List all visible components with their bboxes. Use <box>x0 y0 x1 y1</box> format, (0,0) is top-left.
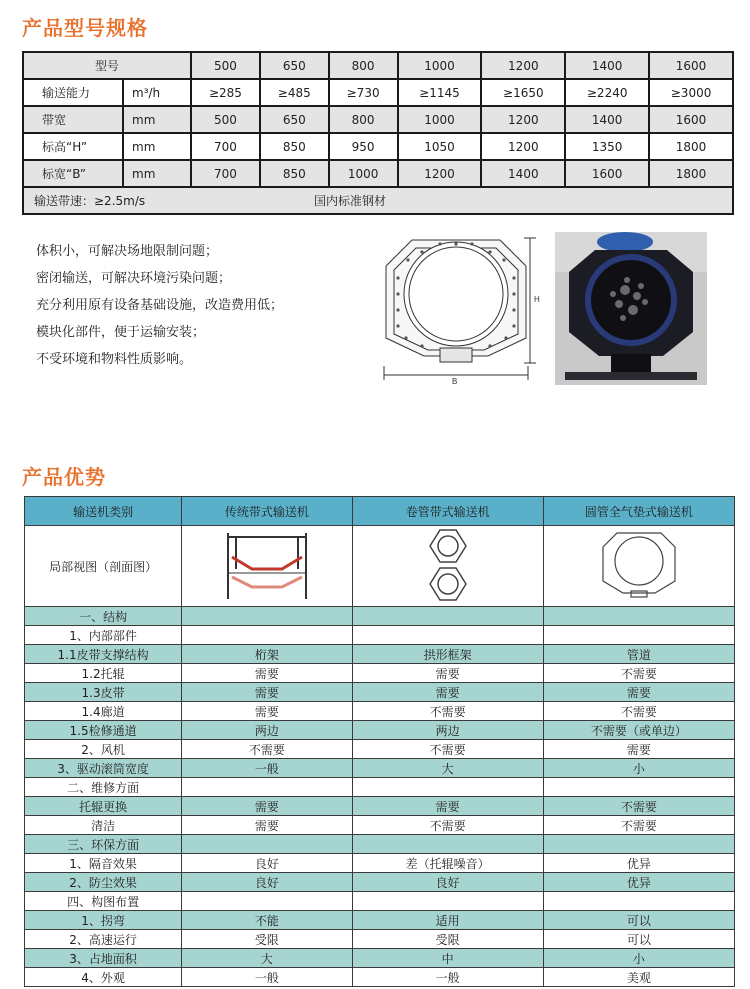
comparison-value: 良好 <box>352 873 543 892</box>
comparison-value: 不能 <box>182 911 352 930</box>
spec-label: 带宽 <box>23 106 123 133</box>
spec-value: ≥2240 <box>565 79 649 106</box>
comparison-value: 需要 <box>543 683 734 702</box>
spec-value: 700 <box>191 133 260 160</box>
spec-value: 1350 <box>565 133 649 160</box>
comparison-value: 不需要 <box>352 740 543 759</box>
comparison-item: 2、防尘效果 <box>25 873 182 892</box>
comparison-value <box>352 778 543 797</box>
spec-label: 型号 <box>23 52 191 79</box>
comparison-value: 大 <box>352 759 543 778</box>
comparison-value: 需要 <box>182 664 352 683</box>
comparison-value: 一般 <box>352 968 543 987</box>
comparison-value: 不需要 <box>352 816 543 835</box>
comparison-value: 受限 <box>182 930 352 949</box>
spec-label: 输送能力 <box>23 79 123 106</box>
spec-value: ≥3000 <box>649 79 733 106</box>
comparison-row <box>25 721 735 740</box>
spec-unit: mm <box>123 106 191 133</box>
spec-row <box>23 79 733 106</box>
section-title-specs: 产品型号规格 <box>22 16 148 40</box>
comparison-value: 需要 <box>182 683 352 702</box>
comparison-value: 桁架 <box>182 645 352 664</box>
comparison-value: 两边 <box>182 721 352 740</box>
comparison-row <box>25 740 735 759</box>
comparison-value: 优异 <box>543 854 734 873</box>
comparison-value <box>182 607 352 626</box>
spec-note-row <box>23 187 733 214</box>
spec-value: 1400 <box>565 52 649 79</box>
comparison-value: 需要 <box>352 797 543 816</box>
spec-unit: mm <box>123 133 191 160</box>
spec-value: 1200 <box>398 160 482 187</box>
feature-item: 体积小，可解决场地限制问题； <box>36 244 219 259</box>
comparison-value <box>352 835 543 854</box>
belt-speed-note: 输送带速：≥2.5m/s <box>34 194 146 208</box>
spec-table <box>22 51 734 215</box>
comparison-value: 可以 <box>543 911 734 930</box>
spec-row <box>23 52 733 79</box>
spec-label: 标高“H” <box>23 133 123 160</box>
spec-value: 500 <box>191 52 260 79</box>
comparison-value: 适用 <box>352 911 543 930</box>
spec-row <box>23 160 733 187</box>
section-view-cell <box>543 526 734 607</box>
comparison-item: 2、高速运行 <box>25 930 182 949</box>
comparison-value <box>352 607 543 626</box>
comparison-value: 不需要 <box>543 816 734 835</box>
spec-value: 1600 <box>649 106 733 133</box>
spec-row <box>23 106 733 133</box>
h-dimension-label: H <box>534 295 540 304</box>
spec-value: 800 <box>329 106 398 133</box>
feature-item: 模块化部件，便于运输安装； <box>36 325 206 340</box>
comparison-row <box>25 949 735 968</box>
spec-value: ≥485 <box>260 79 329 106</box>
comparison-value <box>182 626 352 645</box>
spec-value: 1400 <box>481 160 565 187</box>
spec-value: 1000 <box>398 52 482 79</box>
comparison-item: 1、内部部件 <box>25 626 182 645</box>
comparison-value: 管道 <box>543 645 734 664</box>
spec-value: 850 <box>260 160 329 187</box>
traditional-conveyor-diagram <box>222 529 312 601</box>
comparison-item: 四、构图布置 <box>25 892 182 911</box>
comparison-value <box>352 892 543 911</box>
comparison-value: 大 <box>182 949 352 968</box>
comparison-value: 不需要 <box>182 740 352 759</box>
material-note: 国内标准钢材 <box>314 194 387 208</box>
comparison-row <box>25 759 735 778</box>
comparison-item: 4、外观 <box>25 968 182 987</box>
comparison-item: 1.4廊道 <box>25 702 182 721</box>
comparison-value: 不需要 <box>543 664 734 683</box>
comparison-item: 1.2托辊 <box>25 664 182 683</box>
spec-label: 标宽“B” <box>23 160 123 187</box>
spec-value: 1000 <box>398 106 482 133</box>
spec-value: 500 <box>191 106 260 133</box>
section-view-cell <box>182 526 352 607</box>
comparison-value: 优异 <box>543 873 734 892</box>
comparison-row <box>25 664 735 683</box>
comparison-row <box>25 873 735 892</box>
comparison-value: 需要 <box>182 816 352 835</box>
cross-section-diagram <box>376 230 546 385</box>
spec-value: 700 <box>191 160 260 187</box>
comparison-value: 小 <box>543 759 734 778</box>
comparison-row <box>25 968 735 987</box>
comparison-item: 一、结构 <box>25 607 182 626</box>
spec-value: 1200 <box>481 133 565 160</box>
section-view-label: 局部视图（剖面图） <box>25 526 182 607</box>
comparison-row <box>25 835 735 854</box>
feature-item: 充分利用原有设备基础设施，改造费用低； <box>36 298 284 313</box>
comparison-value <box>182 778 352 797</box>
feature-item: 不受环境和物料性质影响。 <box>36 352 193 367</box>
comparison-value: 可以 <box>543 930 734 949</box>
spec-value: 1800 <box>649 133 733 160</box>
spec-row <box>23 133 733 160</box>
spec-value: 1050 <box>398 133 482 160</box>
spec-value: 1800 <box>649 160 733 187</box>
spec-value: 1000 <box>329 160 398 187</box>
comparison-value: 不需要 <box>543 797 734 816</box>
comparison-value <box>352 626 543 645</box>
section-view-cell <box>352 526 543 607</box>
comparison-row <box>25 797 735 816</box>
comparison-row <box>25 702 735 721</box>
pipe-conveyor-diagram <box>428 528 468 602</box>
comparison-item: 1、隔音效果 <box>25 854 182 873</box>
spec-value: 1200 <box>481 52 565 79</box>
comparison-row <box>25 854 735 873</box>
spec-value: 800 <box>329 52 398 79</box>
comparison-value: 美观 <box>543 968 734 987</box>
comparison-item: 3、占地面积 <box>25 949 182 968</box>
comparison-item: 1.5检修通道 <box>25 721 182 740</box>
comparison-value: 小 <box>543 949 734 968</box>
comparison-value: 良好 <box>182 854 352 873</box>
comparison-header-row <box>25 497 735 526</box>
spec-value: 650 <box>260 106 329 133</box>
comparison-header: 圆管全气垫式输送机 <box>543 497 734 526</box>
comparison-value: 不需要 <box>543 702 734 721</box>
comparison-row <box>25 816 735 835</box>
feature-list <box>36 238 366 373</box>
spec-value: ≥730 <box>329 79 398 106</box>
spec-value: 650 <box>260 52 329 79</box>
comparison-item: 1、拐弯 <box>25 911 182 930</box>
section-view-row <box>25 526 735 607</box>
spec-value: ≥1145 <box>398 79 482 106</box>
comparison-row <box>25 607 735 626</box>
comparison-row <box>25 892 735 911</box>
comparison-value <box>543 892 734 911</box>
spec-value: 850 <box>260 133 329 160</box>
comparison-value: 不需要（或单边） <box>543 721 734 740</box>
spec-value: 1200 <box>481 106 565 133</box>
b-dimension-label: B <box>452 377 458 385</box>
comparison-item: 3、驱动滚筒宽度 <box>25 759 182 778</box>
comparison-value: 差（托辊噪音） <box>352 854 543 873</box>
comparison-value: 中 <box>352 949 543 968</box>
comparison-value <box>543 626 734 645</box>
product-photo <box>555 232 707 385</box>
comparison-value <box>182 835 352 854</box>
spec-value: 1600 <box>565 160 649 187</box>
comparison-value: 两边 <box>352 721 543 740</box>
air-cushion-conveyor-diagram <box>599 529 679 601</box>
comparison-header: 输送机类别 <box>25 497 182 526</box>
comparison-value: 需要 <box>352 664 543 683</box>
comparison-value: 不需要 <box>352 702 543 721</box>
comparison-value: 需要 <box>182 797 352 816</box>
comparison-header: 卷管带式输送机 <box>352 497 543 526</box>
comparison-item: 1.3皮带 <box>25 683 182 702</box>
comparison-item: 三、环保方面 <box>25 835 182 854</box>
comparison-value <box>543 778 734 797</box>
feature-item: 密闭输送，可解决环境污染问题； <box>36 271 232 286</box>
comparison-value: 一般 <box>182 759 352 778</box>
comparison-row <box>25 911 735 930</box>
comparison-row <box>25 645 735 664</box>
comparison-header: 传统带式输送机 <box>182 497 352 526</box>
comparison-row <box>25 683 735 702</box>
spec-value: 950 <box>329 133 398 160</box>
comparison-row <box>25 930 735 949</box>
comparison-value: 受限 <box>352 930 543 949</box>
spec-value: ≥285 <box>191 79 260 106</box>
comparison-value <box>543 607 734 626</box>
comparison-item: 二、维修方面 <box>25 778 182 797</box>
comparison-row <box>25 778 735 797</box>
comparison-value: 需要 <box>543 740 734 759</box>
comparison-item: 1.1皮带支撑结构 <box>25 645 182 664</box>
comparison-value: 拱形框架 <box>352 645 543 664</box>
spec-value: 1600 <box>649 52 733 79</box>
comparison-table <box>24 496 735 987</box>
comparison-item: 清洁 <box>25 816 182 835</box>
comparison-value <box>543 835 734 854</box>
spec-unit: m³/h <box>123 79 191 106</box>
section-title-advantages: 产品优势 <box>22 465 106 489</box>
comparison-row <box>25 626 735 645</box>
comparison-value: 需要 <box>352 683 543 702</box>
comparison-item: 2、风机 <box>25 740 182 759</box>
comparison-item: 托辊更换 <box>25 797 182 816</box>
comparison-value <box>182 892 352 911</box>
spec-value: 1400 <box>565 106 649 133</box>
comparison-value: 需要 <box>182 702 352 721</box>
comparison-value: 一般 <box>182 968 352 987</box>
spec-value: ≥1650 <box>481 79 565 106</box>
comparison-value: 良好 <box>182 873 352 892</box>
spec-unit: mm <box>123 160 191 187</box>
